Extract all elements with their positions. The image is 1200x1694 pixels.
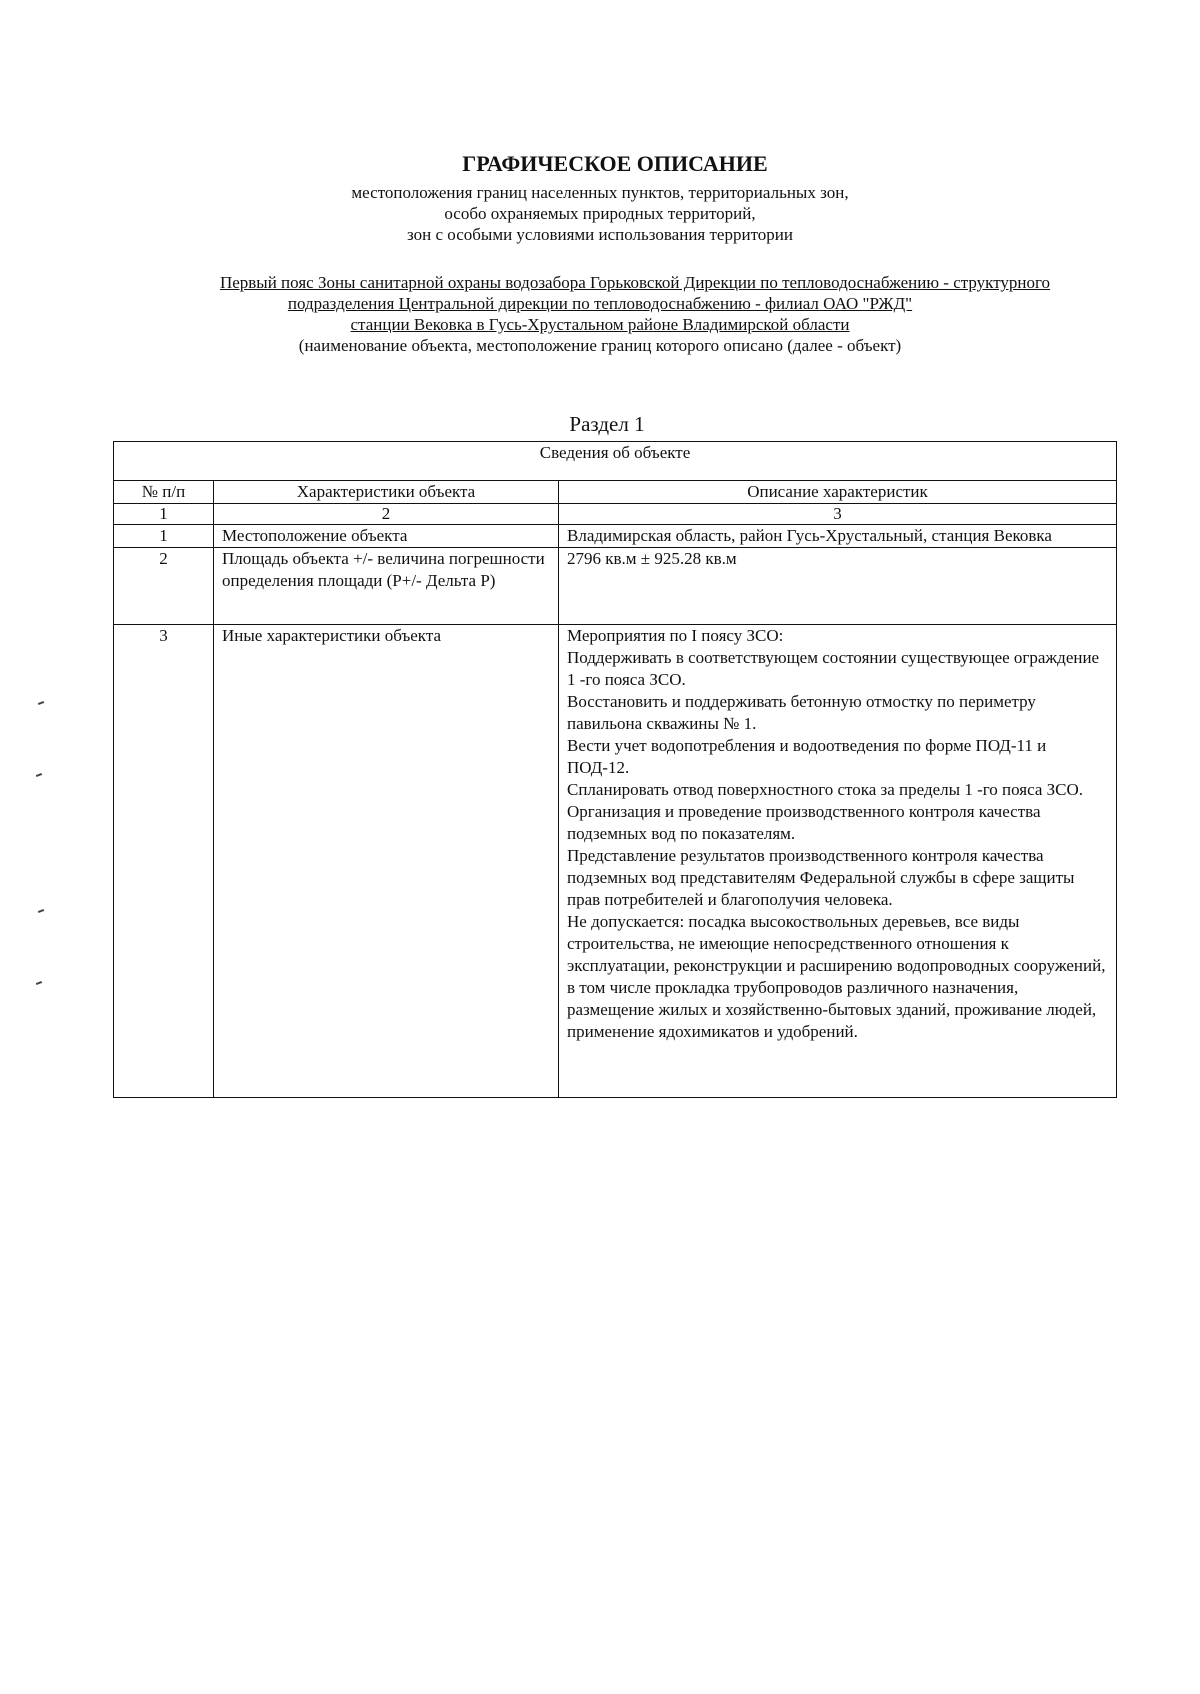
description-line: 2796 кв.м ± 925.28 кв.м xyxy=(567,549,737,568)
subtitle-line-2: особо охраняемых природных территорий, xyxy=(444,204,756,223)
table-row xyxy=(114,525,1117,548)
row-characteristic: Местоположение объекта xyxy=(214,525,559,548)
row-description xyxy=(559,625,1117,1098)
column-header-num: № п/п xyxy=(114,481,214,504)
object-name-caption: (наименование объекта, местоположение границ которого описано (далее - объект) xyxy=(298,336,902,355)
description-line: Не допускается: посадка высокоствольных деревьев, все виды строительства, не имеющие непосредственного отношения к эксплуатации, реконструкции и расширению водопроводных сооружений, в том числе прокладка трубопроводов различного назначения, размещение жилых и хозяйственно-бытовых зданий, проживание людей, применение ядохимикатов и удобрений. xyxy=(567,912,1106,1041)
object-name-line-2: подразделения Центральной дирекции по тепловодоснабжению - филиал ОАО "РЖД" xyxy=(287,294,913,313)
table-row xyxy=(114,548,1117,625)
row-num: 2 xyxy=(114,548,214,625)
object-info-table xyxy=(113,441,1117,1098)
column-number-2: 2 xyxy=(214,504,559,525)
document-header xyxy=(0,150,1200,245)
column-header-description: Описание характеристик xyxy=(559,481,1117,504)
scan-mark xyxy=(38,909,44,913)
row-characteristic: Иные характеристики объекта xyxy=(214,625,559,1098)
row-num: 1 xyxy=(114,525,214,548)
row-description xyxy=(559,525,1117,548)
description-line: Спланировать отвод поверхностного стока за пределы 1 -го пояса ЗСО. xyxy=(567,780,1084,799)
object-name-line-3: станции Вековка в Гусь-Хрустальном районе Владимирской области xyxy=(350,315,850,334)
scan-mark xyxy=(38,701,44,705)
column-header-characteristic: Характеристики объекта xyxy=(214,481,559,504)
row-characteristic: Площадь объекта +/- величина погрешности определения площади (Р+/- Дельта Р) xyxy=(214,548,559,625)
column-number-1: 1 xyxy=(114,504,214,525)
table-caption-row xyxy=(114,442,1117,481)
subtitle-line-1: местоположения границ населенных пунктов, территориальных зон, xyxy=(351,183,849,202)
scan-mark xyxy=(36,981,42,985)
description-line: Владимирская область, район Гусь-Хрустальный, станция Вековка xyxy=(567,526,1052,545)
object-name-line-1: Первый пояс Зоны санитарной охраны водозабора Горьковской Дирекции по тепловодоснабжению - структурного xyxy=(219,273,1051,292)
section-label: Раздел 1 xyxy=(569,412,645,436)
description-line: Восстановить и поддерживать бетонную отмостку по периметру павильона скважины № 1. xyxy=(567,692,1036,733)
scan-mark xyxy=(36,773,42,777)
row-description xyxy=(559,548,1117,625)
row-num: 3 xyxy=(114,625,214,1098)
description-line: Вести учет водопотребления и водоотведения по форме ПОД-11 и ПОД-12. xyxy=(567,736,1047,777)
description-line: Представление результатов производственного контроля качества подземных вод представителям Федеральной службы в сфере защиты прав потребителей и благополучия человека. xyxy=(567,846,1075,909)
description-line: Организация и проведение производственного контроля качества подземных вод по показателям. xyxy=(567,802,1041,843)
document-title: ГРАФИЧЕСКОЕ ОПИСАНИЕ xyxy=(462,151,768,176)
column-number-row xyxy=(114,504,1117,525)
description-line: Поддерживать в соответствующем состоянии существующее ограждение 1 -го пояса ЗСО. xyxy=(567,648,1100,689)
column-number-3: 3 xyxy=(559,504,1117,525)
description-line: Мероприятия по I поясу ЗСО: xyxy=(567,626,784,645)
table-row xyxy=(114,625,1117,1098)
subtitle-line-3: зон с особыми условиями использования территории xyxy=(407,225,793,244)
object-name-block xyxy=(0,272,1200,356)
table-header-row xyxy=(114,481,1117,504)
table-caption: Сведения об объекте xyxy=(114,442,1117,481)
